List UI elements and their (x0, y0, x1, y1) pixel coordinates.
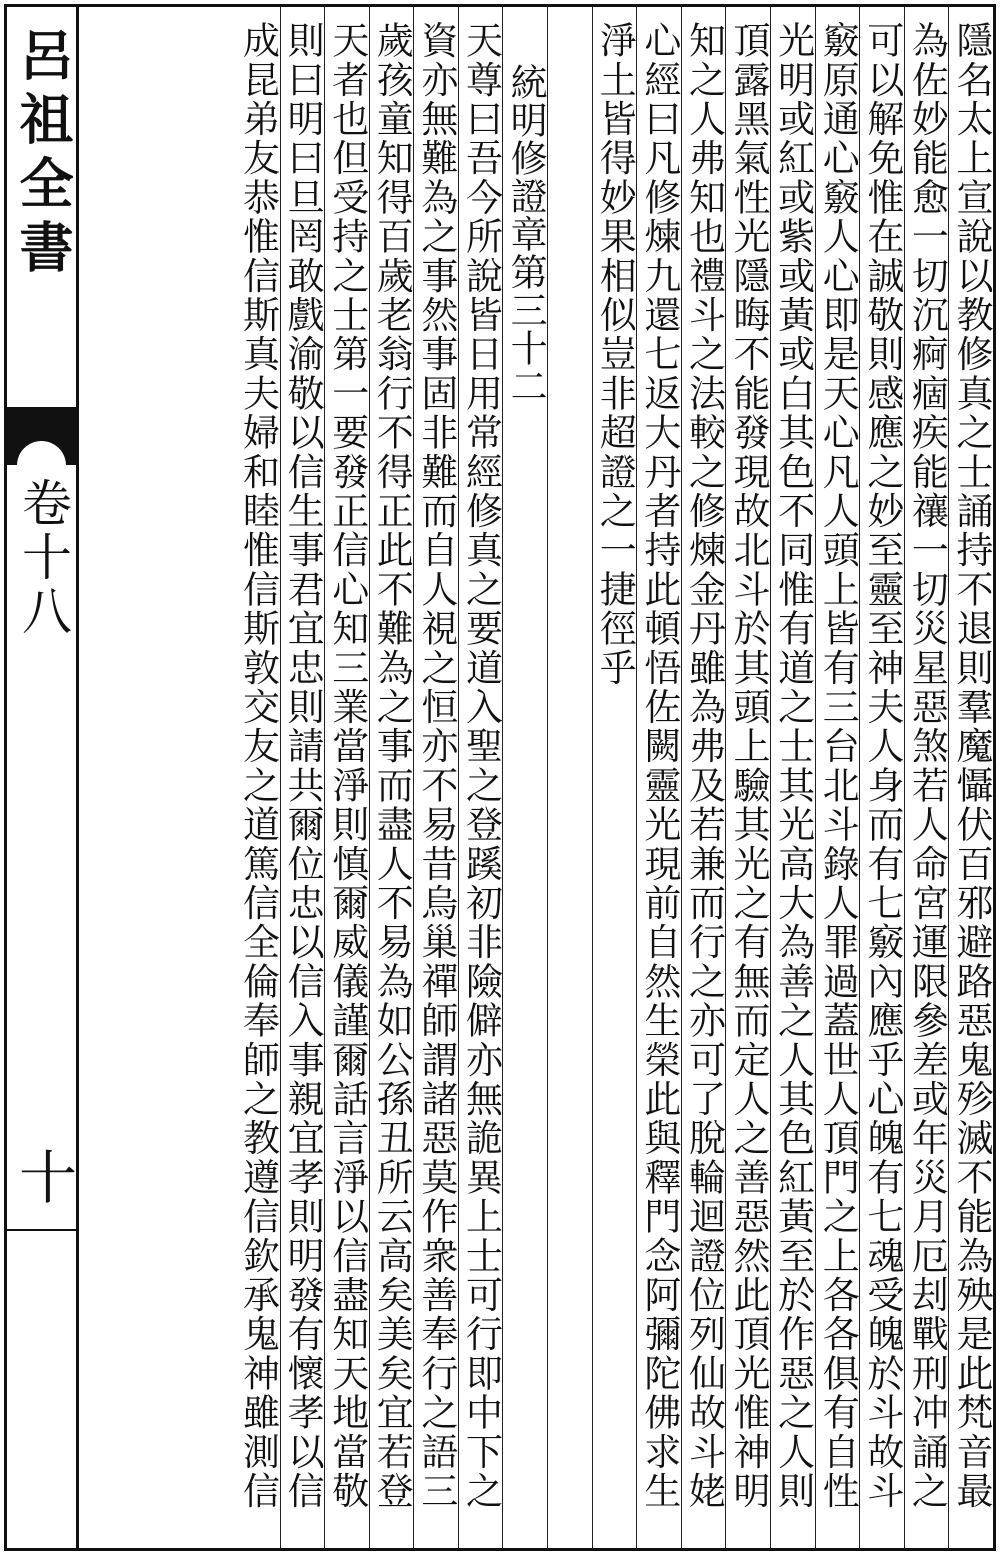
text-column-7: 知之人弗知也禮斗之法較之修煉金丹雖為弗及若兼而行之亦可了脫輪迴證位列仙故斗姥 (681, 7, 726, 1548)
folio-rule (7, 1229, 79, 1231)
text-column-1: 隱名太上宣說以教修真之士誦持不退則羣魔懾伏百邪避路惡鬼殄滅不能為殃是此梵音最 (948, 7, 993, 1548)
text-column-9: 淨土皆得妙果相似豈非超證之一捷徑乎 (592, 7, 637, 1548)
fishtail-mark (7, 407, 76, 465)
folio-number: 十 (9, 1147, 77, 1205)
text-column-14: 歲孩童知得百歲老翁行不得正此不難為之事而盡人不易為如公孫丑所云高矣美矣宜若登 (369, 7, 414, 1548)
text-column-12: 天尊曰吾今所說皆日用常經修真之要道入聖之登蹊初非險僻亦無詭異上士可行即中下之 (458, 7, 503, 1548)
blank-column (547, 7, 592, 1548)
text-column-15: 天者也但受持之士第一要發正信心知三業當淨則慎爾威儀謹爾話言淨以信盡知天地當敬 (324, 7, 369, 1548)
text-columns (79, 7, 993, 1548)
text-column-16: 則曰明曰旦罔敢戲渝敬以信生事君宜忠則請共爾位忠以信入事親宜孝則明發有懷孝以信 (280, 7, 325, 1548)
text-column-17: 成昆弟友恭惟信斯真夫婦和睦惟信斯敦交友之道篤信全倫奉師之教遵信欽承鬼神雖測信 (236, 21, 280, 1511)
chapter-heading: 統明修證章第三十二 (502, 7, 547, 1548)
text-column-4: 竅原通心竅人心即是天心凡人頭上皆有三台北斗錄人罪過蓋世人頂門之上各各俱有自性 (815, 7, 860, 1548)
text-column-3: 可以解免惟在誠敬則感應之妙至靈至神夫人身而有七竅內應乎心魄有七魂受魄於斗故斗 (859, 7, 904, 1548)
volume-label: 卷十八 (14, 477, 72, 639)
text-column-8: 心經曰凡修煉九還七返大丹者持此頓悟佐闕靈光現前自然生榮此與釋門念阿彌陀佛求生 (636, 7, 681, 1548)
page-frame (4, 4, 996, 1551)
text-column-6: 頂露黑氣性光隱晦不能發現故北斗於其頭上驗其光之有無而定人之善惡然此頂光惟神明 (725, 7, 770, 1548)
center-margin (7, 7, 79, 1548)
text-column-2: 為佐妙能愈一切沉痾痼疾能禳一切災星惡煞若人命宮運限參差或年災月厄刦戰刑冲誦之 (904, 7, 949, 1548)
text-column-13: 資亦無難為之事然事固非難而自人視之恒亦不易昔烏巢禪師謂諸惡莫作衆善奉行之語三 (413, 7, 458, 1548)
book-title: 呂祖全書 (11, 27, 75, 283)
text-column-5: 光明或紅或紫或黃或白其色不同惟有道之士其光高大為善之人其色紅黃至於作惡之人則 (770, 7, 815, 1548)
